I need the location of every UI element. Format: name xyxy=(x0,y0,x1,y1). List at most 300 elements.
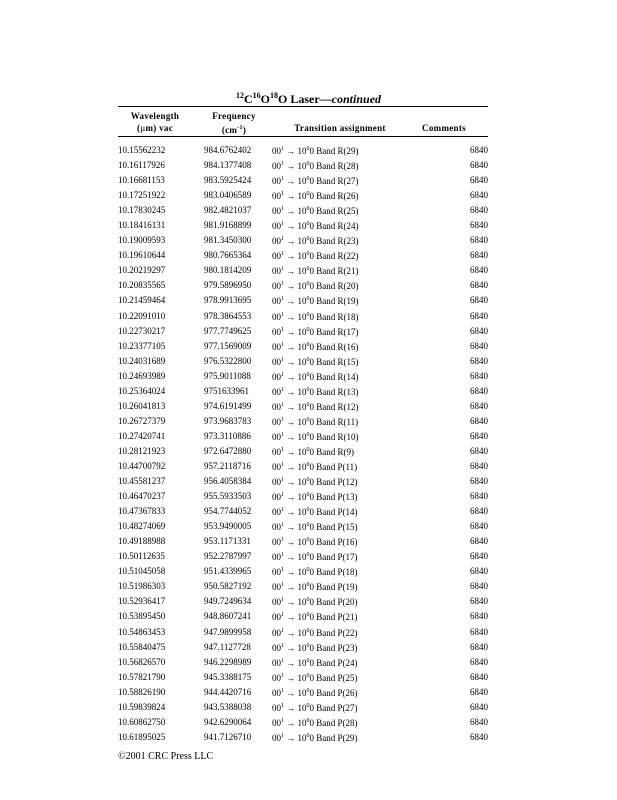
lower-level: 10 xyxy=(297,401,307,412)
band-label: Band P(15) xyxy=(316,522,358,533)
table-row xyxy=(118,459,488,474)
upper-level-sup: 1 xyxy=(281,597,284,604)
cell-frequency: 946.2298989 xyxy=(204,656,252,667)
cell-transition xyxy=(272,444,417,459)
lower-level-sup: 0 xyxy=(306,446,310,453)
band-label: Band P(27) xyxy=(316,702,358,713)
cell-frequency: 977.1569009 xyxy=(204,340,252,351)
cell-transition xyxy=(272,594,417,609)
upper-level: 00 xyxy=(272,582,281,593)
band-label: Band P(26) xyxy=(316,687,358,698)
upper-level-sup: 1 xyxy=(281,522,284,529)
band-label: Band P(23) xyxy=(316,642,358,653)
upper-level-sup: 1 xyxy=(281,567,284,574)
arrow-icon: → xyxy=(286,717,296,728)
upper-level-sup: 1 xyxy=(281,266,284,273)
cell-wavelength: 10.60862750 xyxy=(118,716,166,727)
title-element-o16: O xyxy=(260,92,270,106)
arrow-icon: → xyxy=(286,356,296,367)
upper-level-sup: 1 xyxy=(281,176,284,183)
lower-level: 10 xyxy=(297,702,307,713)
header-frequency-unit-pre: (cm xyxy=(221,125,238,135)
table-title xyxy=(0,91,617,107)
upper-level-sup: 1 xyxy=(281,672,284,679)
lower-level-sup: 0 xyxy=(306,221,310,228)
lower-level-tail: 0 xyxy=(309,386,317,397)
cell-wavelength: 10.23377105 xyxy=(118,340,166,351)
upper-level-sup: 1 xyxy=(281,371,284,378)
band-label: Band P(17) xyxy=(316,552,358,563)
arrow-icon: → xyxy=(286,146,296,156)
lower-level-sup: 0 xyxy=(306,717,310,724)
table-row xyxy=(118,504,488,519)
lower-level-sup: 0 xyxy=(306,146,310,152)
cell-comment: 6840 xyxy=(470,521,488,532)
lower-level: 10 xyxy=(297,477,307,488)
lower-level-tail: 0 xyxy=(309,446,317,457)
upper-level: 00 xyxy=(272,281,281,292)
cell-wavelength: 10.26727379 xyxy=(118,415,166,426)
upper-level-sup: 1 xyxy=(281,251,284,258)
lower-level: 10 xyxy=(297,341,307,352)
header-wavelength xyxy=(118,110,192,134)
upper-level-sup: 1 xyxy=(281,341,284,348)
lower-level-tail: 0 xyxy=(309,146,317,156)
copyright-footer: ©2001 CRC Press LLC xyxy=(118,751,214,762)
cell-transition xyxy=(272,685,417,700)
cell-transition xyxy=(272,218,417,233)
cell-transition xyxy=(272,203,417,218)
upper-level: 00 xyxy=(272,146,281,156)
band-label: Band P(13) xyxy=(316,492,358,503)
cell-transition xyxy=(272,248,417,263)
upper-level: 00 xyxy=(272,161,281,172)
cell-transition xyxy=(272,429,417,444)
table-row xyxy=(118,730,488,745)
cell-comment: 6840 xyxy=(470,205,488,216)
cell-frequency: 976.5322800 xyxy=(204,355,252,366)
band-label: Band R(26) xyxy=(316,191,359,202)
cell-frequency: 980.7665364 xyxy=(204,250,252,261)
lower-level-sup: 0 xyxy=(306,206,310,213)
cell-comment: 6840 xyxy=(470,566,488,577)
table-row xyxy=(118,233,488,248)
lower-level-sup: 0 xyxy=(306,477,310,484)
lower-level-tail: 0 xyxy=(309,672,317,683)
upper-level-sup: 1 xyxy=(281,311,284,318)
cell-transition xyxy=(272,640,417,655)
lower-level-sup: 0 xyxy=(306,311,310,318)
cell-transition xyxy=(272,399,417,414)
cell-comment: 6840 xyxy=(470,611,488,622)
table-row xyxy=(118,369,488,384)
table-row xyxy=(118,474,488,489)
arrow-icon: → xyxy=(286,461,296,472)
cell-frequency: 972.6472880 xyxy=(204,445,252,456)
lower-level: 10 xyxy=(297,236,307,247)
lower-level-sup: 0 xyxy=(306,371,310,378)
cell-wavelength: 10.51045058 xyxy=(118,566,166,577)
cell-comment: 6840 xyxy=(470,355,488,366)
lower-level: 10 xyxy=(297,191,307,202)
arrow-icon: → xyxy=(286,266,296,277)
upper-level: 00 xyxy=(272,311,281,322)
cell-comment: 6840 xyxy=(470,280,488,291)
band-label: Band R(28) xyxy=(316,161,359,172)
cell-comment: 6840 xyxy=(470,340,488,351)
lower-level-sup: 0 xyxy=(306,326,310,333)
cell-comment: 6840 xyxy=(470,325,488,336)
cell-wavelength: 10.21459464 xyxy=(118,295,166,306)
table-row xyxy=(118,670,488,685)
cell-transition xyxy=(272,188,417,203)
cell-frequency: 952.2787997 xyxy=(204,551,252,562)
cell-wavelength: 10.24693989 xyxy=(118,370,166,381)
cell-frequency: 983.5925424 xyxy=(204,175,252,186)
table-row xyxy=(118,715,488,730)
table-row xyxy=(118,384,488,399)
upper-level: 00 xyxy=(272,567,281,578)
lower-level-sup: 0 xyxy=(306,401,310,408)
upper-level: 00 xyxy=(272,326,281,337)
lower-level: 10 xyxy=(297,582,307,593)
table-row xyxy=(118,324,488,339)
cell-transition xyxy=(272,489,417,504)
lower-level: 10 xyxy=(297,537,307,548)
upper-level: 00 xyxy=(272,522,281,533)
lower-level: 10 xyxy=(297,176,307,187)
cell-comment: 6840 xyxy=(470,265,488,276)
upper-level-sup: 1 xyxy=(281,296,284,303)
arrow-icon: → xyxy=(286,522,296,533)
band-label: Band R(12) xyxy=(316,401,359,412)
lower-level-sup: 0 xyxy=(306,461,310,468)
arrow-icon: → xyxy=(286,296,296,307)
upper-level-sup: 1 xyxy=(281,161,284,168)
lower-level-tail: 0 xyxy=(309,326,317,337)
lower-level-sup: 0 xyxy=(306,627,310,634)
table-row xyxy=(118,173,488,188)
lower-level: 10 xyxy=(297,416,307,427)
band-label: Band P(19) xyxy=(316,582,358,593)
cell-transition xyxy=(272,233,417,248)
cell-comment: 6840 xyxy=(470,506,488,517)
cell-frequency: 945.3388175 xyxy=(204,671,252,682)
arrow-icon: → xyxy=(286,416,296,427)
cell-comment: 6840 xyxy=(470,430,488,441)
cell-frequency: 983.0406589 xyxy=(204,190,252,201)
upper-level: 00 xyxy=(272,477,281,488)
table-row xyxy=(118,655,488,670)
table-row xyxy=(118,263,488,278)
cell-comment: 6840 xyxy=(470,536,488,547)
lower-level-sup: 0 xyxy=(306,492,310,499)
upper-level-sup: 1 xyxy=(281,206,284,213)
upper-level-sup: 1 xyxy=(281,281,284,288)
cell-wavelength: 10.48274069 xyxy=(118,521,166,532)
lower-level-sup: 0 xyxy=(306,672,310,679)
lower-level-tail: 0 xyxy=(309,206,317,217)
lower-level-tail: 0 xyxy=(309,597,317,608)
lower-level-tail: 0 xyxy=(309,236,317,247)
lower-level-sup: 0 xyxy=(306,642,310,649)
lower-level-tail: 0 xyxy=(309,567,317,578)
table-row xyxy=(118,609,488,624)
cell-transition xyxy=(272,459,417,474)
title-continued: continued xyxy=(331,92,382,106)
lower-level: 10 xyxy=(297,296,307,307)
table-row xyxy=(118,399,488,414)
table-row xyxy=(118,158,488,173)
band-label: Band R(21) xyxy=(316,266,359,277)
cell-wavelength: 10.46470237 xyxy=(118,491,166,502)
cell-transition xyxy=(272,700,417,715)
title-isotope-o18: 18 xyxy=(270,91,278,100)
upper-level: 00 xyxy=(272,657,281,668)
cell-wavelength: 10.56826570 xyxy=(118,656,166,667)
lower-level-tail: 0 xyxy=(309,221,317,232)
band-label: Band R(14) xyxy=(316,371,359,382)
cell-frequency: 975.9011088 xyxy=(204,370,251,381)
header-comments xyxy=(415,122,473,134)
cell-frequency: 980.1814209 xyxy=(204,265,252,276)
lower-level: 10 xyxy=(297,612,307,623)
lower-level-tail: 0 xyxy=(309,296,317,307)
arrow-icon: → xyxy=(286,191,296,202)
lower-level: 10 xyxy=(297,492,307,503)
cell-wavelength: 10.57821790 xyxy=(118,671,166,682)
cell-comment: 6840 xyxy=(470,400,488,411)
lower-level: 10 xyxy=(297,717,307,728)
cell-transition xyxy=(272,534,417,549)
lower-level: 10 xyxy=(297,552,307,563)
cell-transition xyxy=(272,504,417,519)
cell-wavelength: 10.16681153 xyxy=(118,175,165,186)
lower-level-tail: 0 xyxy=(309,341,317,352)
title-element-o18: O xyxy=(278,92,288,106)
upper-level-sup: 1 xyxy=(281,191,284,198)
upper-level: 00 xyxy=(272,461,281,472)
cell-frequency: 981.9168899 xyxy=(204,220,252,231)
cell-comment: 6840 xyxy=(470,220,488,231)
lower-level-tail: 0 xyxy=(309,311,317,322)
cell-frequency: 954.7744052 xyxy=(204,506,252,517)
arrow-icon: → xyxy=(286,567,296,578)
arrow-icon: → xyxy=(286,642,296,653)
cell-frequency: 977.7749625 xyxy=(204,325,252,336)
lower-level-tail: 0 xyxy=(309,702,317,713)
upper-level: 00 xyxy=(272,627,281,638)
cell-frequency: 949.7249634 xyxy=(204,596,252,607)
cell-wavelength: 10.52936417 xyxy=(118,596,166,607)
upper-level: 00 xyxy=(272,176,281,187)
title-isotope-c: 12 xyxy=(235,91,244,100)
lower-level-tail: 0 xyxy=(309,657,317,668)
cell-wavelength: 10.20835565 xyxy=(118,280,166,291)
band-label: Band P(29) xyxy=(316,732,358,743)
upper-level-sup: 1 xyxy=(281,416,284,423)
arrow-icon: → xyxy=(286,386,296,397)
table-row xyxy=(118,534,488,549)
band-label: Band P(21) xyxy=(316,612,358,623)
cell-frequency: 982.4821037 xyxy=(204,205,252,216)
table-row xyxy=(118,685,488,700)
cell-frequency: 981.3450300 xyxy=(204,235,252,246)
cell-frequency: 974.6191499 xyxy=(204,400,252,411)
upper-level-sup: 1 xyxy=(281,492,284,499)
upper-level-sup: 1 xyxy=(281,732,284,739)
cell-frequency: 950.5827192 xyxy=(204,581,252,592)
lower-level: 10 xyxy=(297,657,307,668)
lower-level-sup: 0 xyxy=(306,296,310,303)
band-label: Band R(16) xyxy=(316,341,359,352)
table-row xyxy=(118,549,488,564)
lower-level: 10 xyxy=(297,221,307,232)
lower-level-sup: 0 xyxy=(306,161,310,168)
top-rule xyxy=(118,106,488,107)
arrow-icon: → xyxy=(286,477,296,488)
lower-level-sup: 0 xyxy=(306,537,310,544)
upper-level-sup: 1 xyxy=(281,582,284,589)
cell-frequency: 948.8607241 xyxy=(204,611,252,622)
table-row xyxy=(118,188,488,203)
band-label: Band P(22) xyxy=(316,627,358,638)
cell-frequency: 979.5896950 xyxy=(204,280,252,291)
cell-transition xyxy=(272,670,417,685)
cell-comment: 6840 xyxy=(470,415,488,426)
cell-comment: 6840 xyxy=(470,460,488,471)
lower-level-sup: 0 xyxy=(306,236,310,243)
lower-level-tail: 0 xyxy=(309,552,317,563)
arrow-icon: → xyxy=(286,537,296,548)
upper-level: 00 xyxy=(272,341,281,352)
header-frequency-unit-post: ) xyxy=(242,125,247,135)
lower-level: 10 xyxy=(297,161,307,172)
cell-wavelength: 10.59839824 xyxy=(118,701,166,712)
lower-level: 10 xyxy=(297,386,307,397)
lower-level-sup: 0 xyxy=(306,702,310,709)
cell-transition xyxy=(272,564,417,579)
cell-transition xyxy=(272,173,417,188)
cell-frequency: 973.9683783 xyxy=(204,415,252,426)
cell-wavelength: 10.17830245 xyxy=(118,205,166,216)
cell-comment: 6840 xyxy=(470,596,488,607)
lower-level: 10 xyxy=(297,597,307,608)
cell-wavelength: 10.17251922 xyxy=(118,190,166,201)
lower-level-tail: 0 xyxy=(309,612,317,623)
upper-level: 00 xyxy=(272,507,281,518)
band-label: Band R(23) xyxy=(316,236,359,247)
cell-comment: 6840 xyxy=(470,716,488,727)
cell-transition xyxy=(272,278,417,293)
cell-frequency: 978.3864553 xyxy=(204,310,252,321)
cell-comment: 6840 xyxy=(470,175,488,186)
lower-level: 10 xyxy=(297,507,307,518)
lower-level-tail: 0 xyxy=(309,522,317,533)
arrow-icon: → xyxy=(286,341,296,352)
lower-level-sup: 0 xyxy=(306,507,310,514)
table-row xyxy=(118,278,488,293)
upper-level-sup: 1 xyxy=(281,326,284,333)
lower-level: 10 xyxy=(297,672,307,683)
arrow-icon: → xyxy=(286,326,296,337)
cell-frequency: 984.6762402 xyxy=(204,145,252,155)
cell-frequency: 956.4058384 xyxy=(204,476,252,487)
upper-level-sup: 1 xyxy=(281,642,284,649)
upper-level: 00 xyxy=(272,552,281,563)
lower-level: 10 xyxy=(297,446,307,457)
lower-level-tail: 0 xyxy=(309,627,317,638)
cell-comment: 6840 xyxy=(470,626,488,637)
lower-level: 10 xyxy=(297,326,307,337)
upper-level: 00 xyxy=(272,191,281,202)
cell-wavelength: 10.61895025 xyxy=(118,731,166,742)
cell-wavelength: 10.22730217 xyxy=(118,325,166,336)
lower-level-sup: 0 xyxy=(306,567,310,574)
table-row xyxy=(118,564,488,579)
upper-level-sup: 1 xyxy=(281,657,284,664)
lower-level: 10 xyxy=(297,311,307,322)
cell-frequency: 947.9899958 xyxy=(204,626,252,637)
upper-level: 00 xyxy=(272,702,281,713)
band-label: Band R(17) xyxy=(316,326,359,337)
upper-level-sup: 1 xyxy=(281,356,284,363)
table-body xyxy=(118,143,488,745)
lower-level-sup: 0 xyxy=(306,191,310,198)
table-row xyxy=(118,309,488,324)
upper-level-sup: 1 xyxy=(281,446,284,453)
arrow-icon: → xyxy=(286,507,296,518)
cell-frequency: 978.9913695 xyxy=(204,295,252,306)
arrow-icon: → xyxy=(286,582,296,593)
upper-level: 00 xyxy=(272,672,281,683)
band-label: Band R(11) xyxy=(316,416,359,427)
upper-level-sup: 1 xyxy=(281,627,284,634)
band-label: Band P(16) xyxy=(316,537,358,548)
arrow-icon: → xyxy=(286,161,296,172)
lower-level-tail: 0 xyxy=(309,431,317,442)
lower-level: 10 xyxy=(297,146,307,156)
table-row xyxy=(118,354,488,369)
upper-level: 00 xyxy=(272,266,281,277)
upper-level-sup: 1 xyxy=(281,236,284,243)
lower-level-sup: 0 xyxy=(306,612,310,619)
lower-level: 10 xyxy=(297,251,307,262)
upper-level: 00 xyxy=(272,206,281,217)
band-label: Band R(9) xyxy=(316,446,354,457)
upper-level-sup: 1 xyxy=(281,146,284,152)
lower-level: 10 xyxy=(297,732,307,743)
table-row xyxy=(118,203,488,218)
arrow-icon: → xyxy=(286,311,296,322)
lower-level-tail: 0 xyxy=(309,461,317,472)
upper-level: 00 xyxy=(272,446,281,457)
cell-transition xyxy=(272,549,417,564)
lower-level: 10 xyxy=(297,627,307,638)
header-frequency-unit xyxy=(196,122,272,136)
cell-transition xyxy=(272,158,417,173)
table-row xyxy=(118,339,488,354)
header-frequency-label: Frequency xyxy=(212,111,256,121)
upper-level-sup: 1 xyxy=(281,612,284,619)
header-wavelength-unit-text: m) vac xyxy=(145,123,173,133)
band-label: Band P(11) xyxy=(316,461,358,472)
table-row xyxy=(118,293,488,308)
cell-frequency: 941.7126710 xyxy=(204,731,252,742)
cell-transition xyxy=(272,293,417,308)
arrow-icon: → xyxy=(286,627,296,638)
cell-frequency: 957.2118716 xyxy=(204,460,251,471)
